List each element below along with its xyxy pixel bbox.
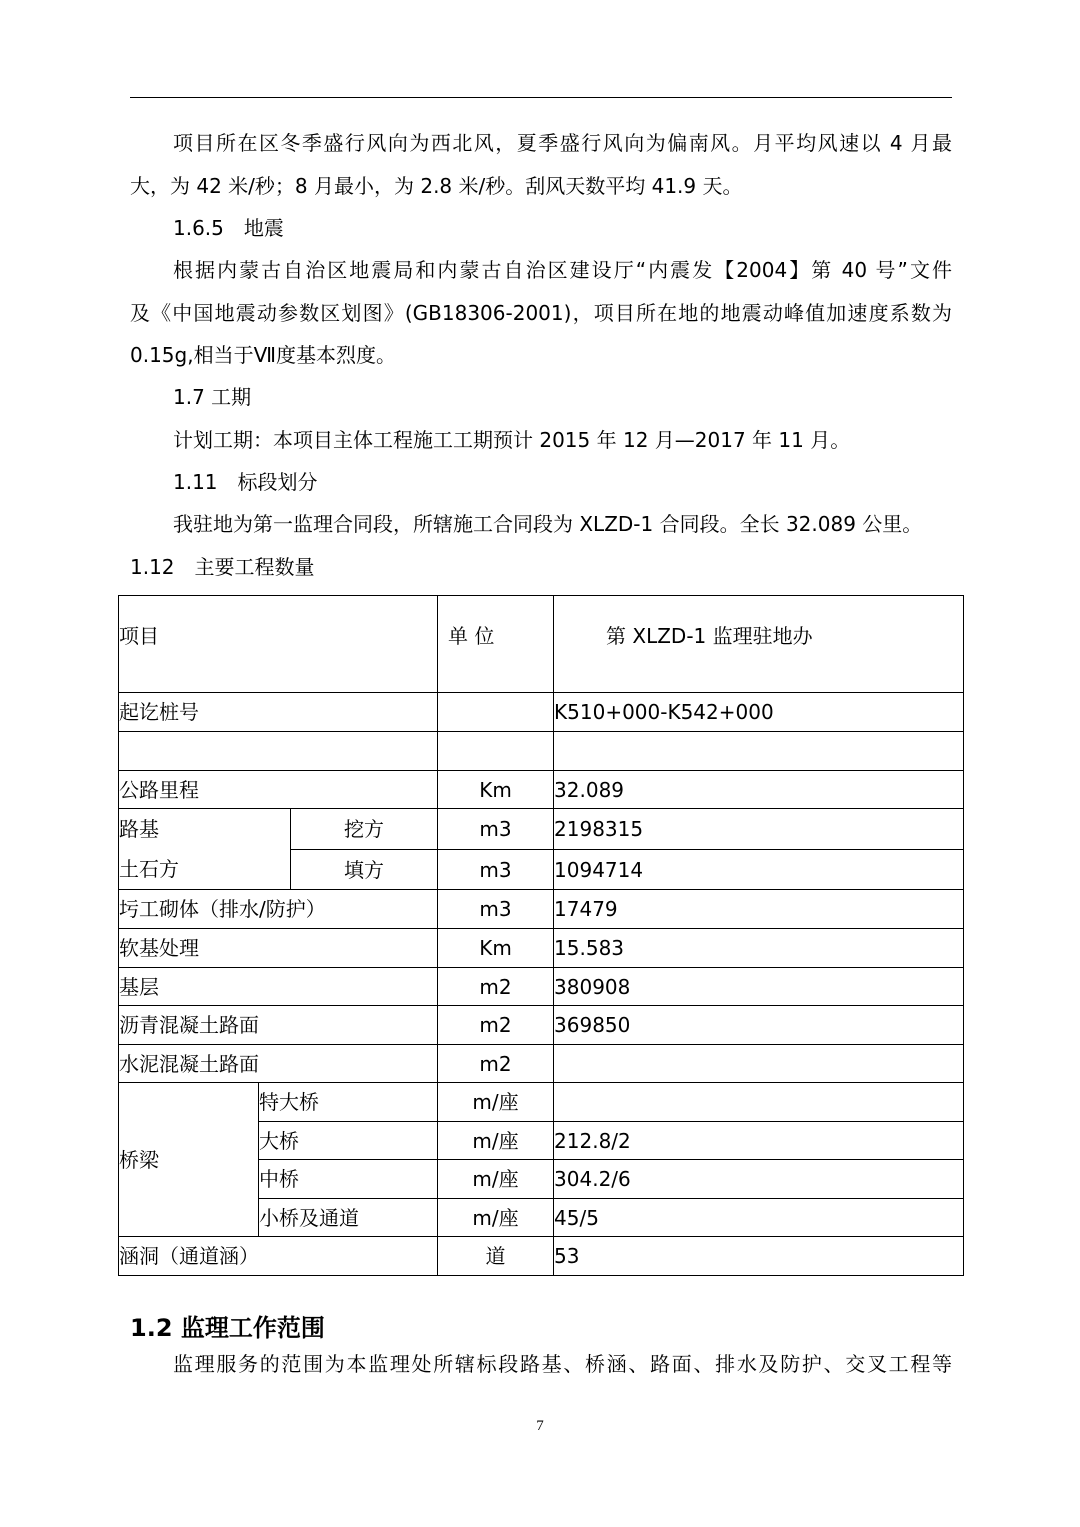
cut-unit: m3 [438,809,554,850]
masonry-value: 17479 [554,890,964,929]
fill-label: 填方 [291,850,438,890]
table-row [119,771,964,809]
heading-1-6-5: 1.6.5 地震 [173,216,284,240]
scope-paragraph-line-1: 监理服务的范围为本监理处所辖标段路基、桥涵、路面、排水及防护、交叉工程等 [173,1352,952,1376]
fill-value: 1094714 [554,850,964,890]
header-value-cell: 第 XLZD-1 监理驻地办 [554,596,964,693]
table-row [119,968,964,1006]
table-row [119,1083,964,1122]
asphalt-value: 369850 [554,1006,964,1045]
asphalt-label: 沥青混凝土路面 [119,1006,438,1045]
cement-unit: m2 [438,1045,554,1083]
soft-base-unit: Km [438,929,554,968]
masonry-label: 圬工砌体（排水/防护） [119,890,438,929]
culvert-unit: 道 [438,1237,554,1276]
small-bridge-value: 45/5 [554,1199,964,1237]
masonry-unit: m3 [438,890,554,929]
empty-cell [438,732,554,771]
asphalt-unit: m2 [438,1006,554,1045]
table-row [119,929,964,968]
culvert-label: 涵洞（通道涵） [119,1237,438,1276]
small-bridge-label: 小桥及通道 [259,1199,438,1237]
large-bridge-unit: m/座 [438,1122,554,1160]
table-row [119,1045,964,1083]
quantities-table [118,595,964,1276]
earthwork-label-line-1: 路基 [119,817,159,841]
bridge-label: 桥梁 [119,1083,259,1237]
earthwork-label [119,809,291,890]
base-layer-unit: m2 [438,968,554,1006]
mileage-unit: Km [438,771,554,809]
table-row [119,1237,964,1276]
empty-cell [119,732,438,771]
base-layer-value: 380908 [554,968,964,1006]
cut-value: 2198315 [554,809,964,850]
table-header-row [119,596,964,693]
large-bridge-label: 大桥 [259,1122,438,1160]
section-1-2-title: 1.2 监理工作范围 [130,1314,325,1342]
table-row [119,890,964,929]
fill-unit: m3 [438,850,554,890]
cement-value [554,1045,964,1083]
earthquake-paragraph-line-2: 及《中国地震动参数区划图》(GB18306-2001)，项目所在地的地震动峰值加速度系数为 [130,301,952,325]
soft-base-label: 软基处理 [119,929,438,968]
cement-label: 水泥混凝土路面 [119,1045,438,1083]
medium-bridge-label: 中桥 [259,1160,438,1199]
super-bridge-unit: m/座 [438,1083,554,1122]
soft-base-value: 15.583 [554,929,964,968]
table-row [119,809,964,850]
culvert-value: 53 [554,1237,964,1276]
super-bridge-value [554,1083,964,1122]
mileage-value: 32.089 [554,771,964,809]
header-rule [130,97,952,98]
heading-1-7: 1.7 工期 [173,385,252,409]
base-layer-label: 基层 [119,968,438,1006]
cut-label: 挖方 [291,809,438,850]
page-number: 7 [536,1418,544,1434]
medium-bridge-value: 304.2/6 [554,1160,964,1199]
medium-bridge-unit: m/座 [438,1160,554,1199]
earthquake-paragraph-line-1: 根据内蒙古自治区地震局和内蒙古自治区建设厅“内震发【2004】第 40 号”文件 [173,258,952,282]
empty-cell [554,732,964,771]
header-unit-cell: 单 位 [438,596,554,693]
wind-paragraph-line-2: 大，为 42 米/秒；8 月最小，为 2.8 米/秒。刮风天数平均 41.9 天。 [130,174,743,198]
stake-unit [438,693,554,732]
mileage-label: 公路里程 [119,771,438,809]
period-paragraph: 计划工期：本项目主体工程施工工期预计 2015 年 12 月—2017 年 11 月。 [173,428,851,452]
super-bridge-label: 特大桥 [259,1083,438,1122]
stake-value: K510+000-K542+000 [554,693,964,732]
table-row-empty [119,732,964,771]
section-division-paragraph: 我驻地为第一监理合同段，所辖施工合同段为 XLZD-1 合同段。全长 32.089 公里。 [173,512,923,536]
earthwork-label-line-2: 土石方 [119,857,179,881]
small-bridge-unit: m/座 [438,1199,554,1237]
header-item-cell: 项目 [119,596,438,693]
heading-1-11: 1.11 标段划分 [173,470,318,494]
large-bridge-value: 212.8/2 [554,1122,964,1160]
wind-paragraph-line-1: 项目所在区冬季盛行风向为西北风，夏季盛行风向为偏南风。月平均风速以 4 月最 [173,131,952,155]
table-row [119,693,964,732]
stake-label: 起讫桩号 [119,693,438,732]
table-row [119,1006,964,1045]
earthquake-paragraph-line-3: 0.15g,相当于Ⅶ度基本烈度。 [130,343,396,367]
heading-1-12: 1.12 主要工程数量 [130,555,315,579]
